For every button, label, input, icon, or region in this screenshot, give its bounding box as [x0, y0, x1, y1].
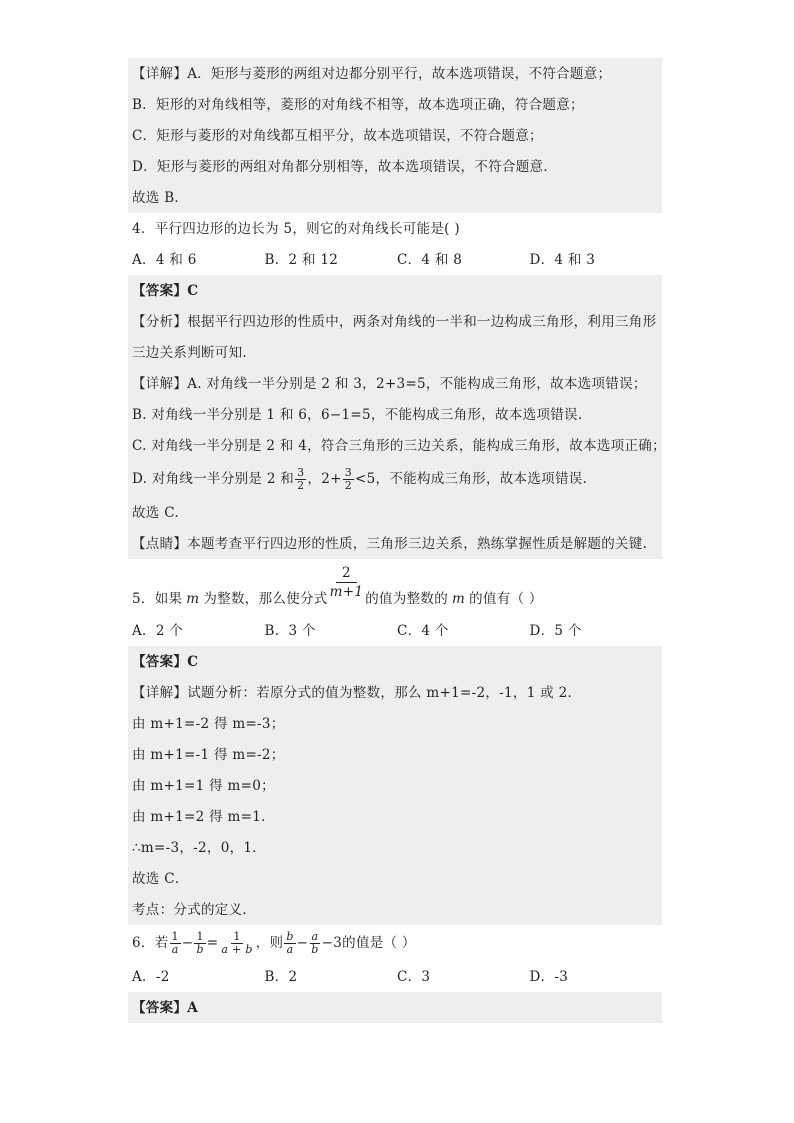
fraction-numerator: 1 — [196, 929, 204, 943]
fraction-denominator: m+1 — [329, 584, 364, 600]
document-page — [128, 58, 666, 1023]
q3-choose: 故选 B． — [132, 189, 189, 206]
q6-options — [128, 961, 662, 992]
q4-detail-c: C. 对角线一半分别是 2 和 4，符合三角形的三边关系，能构成三角形，故本选项正确； — [132, 437, 666, 454]
fraction-denominator: a — [286, 942, 294, 956]
q3-solution-block — [128, 58, 662, 213]
q6-frac-1-over-a-plus-b — [219, 931, 254, 956]
q5-stem-text-3: 的值为整数的 — [365, 591, 449, 607]
q4-detail-d — [128, 461, 662, 497]
q6-option-d: D．-3 — [529, 968, 569, 985]
minus-sign-2: − — [296, 935, 309, 951]
q4-stem: 4．平行四边形的边长为 5，则它的对角线长可能是( ) — [128, 213, 662, 244]
q3-detail-b: B．矩形的对角线相等，菱形的对角线不相等，故本选项正确，符合题意； — [132, 96, 584, 113]
q5-solution-block — [128, 646, 662, 925]
q5-detail-4: 由 m+1=1 得 m=0； — [132, 777, 275, 794]
q3-detail-c: C．矩形与菱形的对角线都互相平分，故本选项错误，不符合题意； — [132, 127, 543, 144]
q5-stem — [128, 559, 662, 615]
q5-detail-2: 由 m+1=-2 得 m=-3； — [132, 715, 285, 732]
q4-choose: 故选 C. — [132, 504, 179, 521]
q4-detail-d-text-1: D. 对角线一半分别是 2 和 — [132, 471, 295, 487]
q6-option-b: B．2 — [264, 968, 298, 985]
fraction-three-halves — [295, 467, 306, 492]
q6-frac-1-over-b — [194, 931, 205, 956]
q4-detail-d-text-3: <5，不能构成三角形，故本选项错误. — [355, 471, 588, 487]
q5-variable-m: m — [186, 591, 200, 607]
q4-option-d: D．4 和 3 — [529, 251, 596, 268]
q6-frac-a-over-b — [309, 931, 320, 956]
q6-answer: 【答案】A — [132, 999, 198, 1016]
q4-solution-block — [128, 275, 666, 559]
q5-variable-m-2: m — [452, 591, 466, 607]
q4-comment: 【点睛】本题考查平行四边形的性质，三角形三边关系，熟练掌握性质是解题的关键. — [132, 535, 648, 552]
fraction-numerator: 1 — [171, 929, 179, 943]
q4-analysis-1: 【分析】根据平行四边形的性质中，两条对角线的一半和一边构成三角形，利用三角形 — [132, 313, 657, 330]
fraction-numerator: 3 — [297, 465, 305, 479]
q6-frac-b-over-a — [284, 931, 295, 956]
q4-analysis-2: 三边关系判断可知. — [132, 344, 247, 361]
q6-lead: 6．若 — [132, 935, 169, 951]
q6-frac-1-over-a — [170, 931, 181, 956]
fraction-denominator: a + b — [221, 942, 253, 956]
q4-detail-b: B. 对角线一半分别是 1 和 6，6−1=5，不能构成三角形，故本选项错误. — [132, 406, 583, 423]
q5-choose: 故选 C． — [132, 870, 189, 887]
fraction-numerator: a — [311, 929, 319, 943]
fraction-denominator: b — [196, 942, 204, 956]
q6-option-a: A．-2 — [132, 968, 170, 985]
fraction-three-halves-2 — [343, 467, 354, 492]
fraction-numerator: 3 — [344, 465, 353, 479]
q5-option-a: A．2 个 — [132, 622, 184, 639]
q5-stem-text-1: 5．如果 — [132, 591, 183, 607]
q4-detail-d-text-2: ，2+ — [307, 471, 342, 487]
q5-stem-text-4: 的值有（ ） — [469, 591, 543, 607]
fraction-numerator: 1 — [233, 929, 241, 943]
q5-answer: 【答案】C — [132, 653, 199, 670]
fraction-denominator: 2 — [344, 478, 353, 492]
fraction-denominator: 2 — [297, 478, 305, 492]
q6-stem — [128, 925, 662, 961]
q5-option-b: B．3 个 — [264, 622, 316, 639]
equals-sign: = — [206, 935, 219, 951]
q6-option-c: C．3 — [397, 968, 431, 985]
fraction-numerator: b — [286, 929, 294, 943]
q4-option-c: C．4 和 8 — [397, 251, 463, 268]
q5-detail-5: 由 m+1=2 得 m=1． — [132, 808, 275, 825]
q3-detail-d: D．矩形与菱形的两组对角都分别相等，故本选项错误，不符合题意． — [132, 158, 558, 175]
q4-options — [128, 244, 662, 275]
q4-answer: 【答案】C — [132, 282, 199, 299]
q5-detail-3: 由 m+1=-1 得 m=-2； — [132, 746, 285, 763]
minus-sign: − — [181, 935, 194, 951]
fraction-denominator: b — [311, 942, 319, 956]
q5-stem-text-2: 为整数，那么使分式 — [203, 591, 328, 607]
q5-note: 考点：分式的定义． — [132, 901, 257, 918]
q3-detail-a: 【详解】A．矩形与菱形的两组对边都分别平行，故本选项错误，不符合题意； — [132, 65, 612, 82]
q6-solution-block — [128, 992, 662, 1023]
q4-detail-a: 【详解】A. 对角线一半分别是 2 和 3，2+3=5，不能构成三角形，故本选项错误； — [132, 375, 647, 392]
q4-option-b: B．2 和 12 — [264, 251, 339, 268]
q5-option-c: C．4 个 — [397, 622, 449, 639]
q5-detail-6: ∴m=-3，-2，0，1． — [132, 839, 267, 856]
q5-fraction — [330, 564, 364, 601]
q5-detail-1: 【详解】试题分析：若原分式的值为整数，那么 m+1=-2，-1，1 或 2． — [132, 684, 582, 701]
fraction-numerator: 2 — [336, 564, 357, 583]
q6-tail: −3的值是（ ） — [321, 935, 416, 951]
q5-options — [128, 615, 662, 646]
q5-option-d: D．5 个 — [529, 622, 582, 639]
q4-option-a: A．4 和 6 — [132, 251, 197, 268]
fraction-denominator: a — [171, 942, 179, 956]
q6-then: ，则 — [255, 935, 284, 951]
